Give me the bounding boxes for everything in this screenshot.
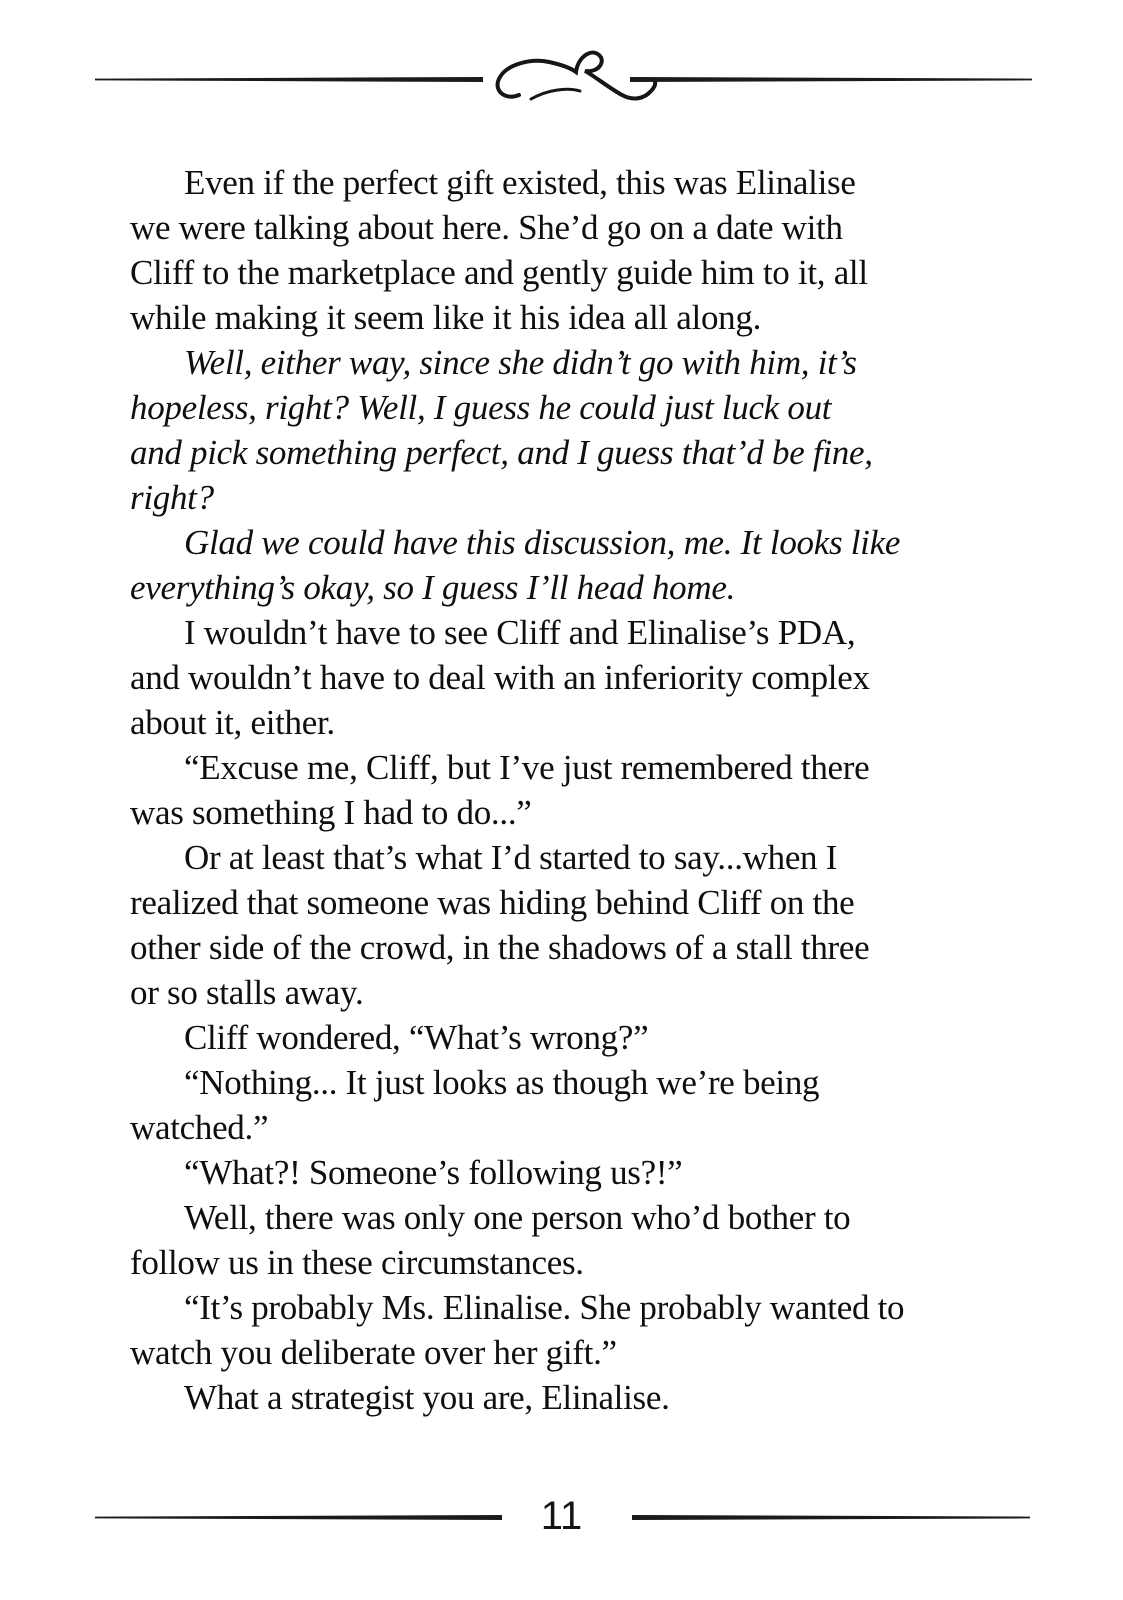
page-number: 11 xyxy=(540,1494,583,1538)
paragraph xyxy=(130,160,940,340)
text-line: Glad we could have this discussion, me. It looks like xyxy=(184,523,901,562)
text-line: and pick something perfect, and I guess that’d be fine, xyxy=(130,433,873,472)
paragraph xyxy=(130,835,940,1015)
text-line: was something I had to do...” xyxy=(130,793,532,832)
text-line: or so stalls away. xyxy=(130,973,364,1012)
text-line: we were talking about here. She’d go on a date with xyxy=(130,208,843,247)
text-line: Well, either way, since she didn’t go with him, it’s xyxy=(184,343,857,382)
text-line: Cliff wondered, “What’s wrong?” xyxy=(184,1018,649,1057)
text-line: follow us in these circumstances. xyxy=(130,1243,584,1282)
text-line: Even if the perfect gift existed, this was Elinalise xyxy=(184,163,856,202)
text-line: I wouldn’t have to see Cliff and Elinalise’s PDA, xyxy=(184,613,856,652)
paragraph xyxy=(130,1015,940,1060)
text-line: “It’s probably Ms. Elinalise. She probably wanted to xyxy=(184,1288,905,1327)
text-line: “Excuse me, Cliff, but I’ve just remembered there xyxy=(184,748,870,787)
paragraph xyxy=(130,340,940,520)
text-line: other side of the crowd, in the shadows of a stall three xyxy=(130,928,870,967)
text-line: everything’s okay, so I guess I’ll head home. xyxy=(130,568,736,607)
text-line: hopeless, right? Well, I guess he could just luck out xyxy=(130,388,832,427)
header-rule-left xyxy=(95,77,483,82)
paragraph xyxy=(130,610,940,745)
text-line: watched.” xyxy=(130,1108,269,1147)
text-line: right? xyxy=(130,478,214,517)
text-line: realized that someone was hiding behind Cliff on the xyxy=(130,883,855,922)
page-text xyxy=(130,160,940,1420)
paragraph xyxy=(130,1150,940,1195)
paragraph xyxy=(130,1060,940,1150)
text-line: Cliff to the marketplace and gently guide him to it, all xyxy=(130,253,868,292)
paragraph xyxy=(130,1195,940,1285)
text-line: “Nothing... It just looks as though we’re being xyxy=(184,1063,820,1102)
paragraph xyxy=(130,520,940,610)
text-line: about it, either. xyxy=(130,703,335,742)
text-line: Or at least that’s what I’d started to say...when I xyxy=(184,838,838,877)
paragraph xyxy=(130,1375,940,1420)
text-line: watch you deliberate over her gift.” xyxy=(130,1333,617,1372)
header-rule-right xyxy=(630,77,1032,82)
text-line: “What?! Someone’s following us?!” xyxy=(184,1153,683,1192)
text-line: while making it seem like it his idea all along. xyxy=(130,298,762,337)
text-line: What a strategist you are, Elinalise. xyxy=(184,1378,670,1417)
text-line: and wouldn’t have to deal with an inferiority complex xyxy=(130,658,870,697)
text-line: Well, there was only one person who’d bother to xyxy=(184,1198,851,1237)
paragraph xyxy=(130,745,940,835)
paragraph xyxy=(130,1285,940,1375)
